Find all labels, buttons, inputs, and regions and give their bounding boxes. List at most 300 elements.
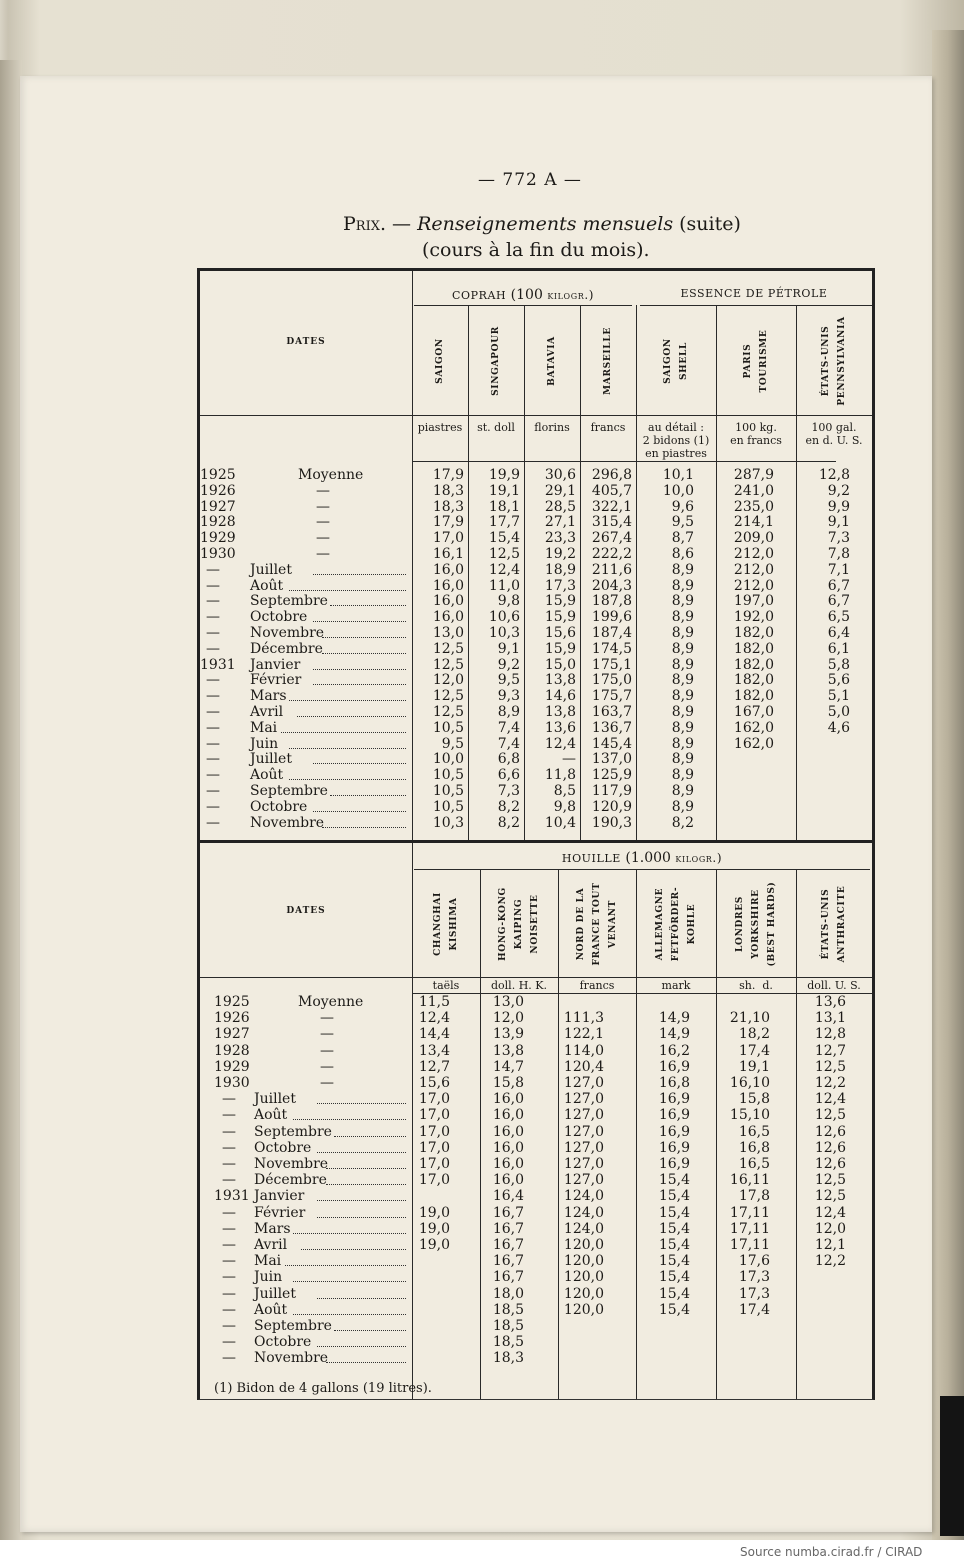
value-cell: 16,5 <box>738 1123 770 1140</box>
value-cell: 17,0 <box>418 1139 450 1156</box>
leader-dots <box>293 1269 406 1282</box>
value-cell: 16,9 <box>658 1058 690 1075</box>
row-month: — <box>316 530 330 547</box>
value-cell: 16,0 <box>432 609 464 626</box>
row-year: — <box>222 1350 236 1367</box>
table-row <box>200 1010 872 1026</box>
table-row <box>200 688 872 704</box>
value-cell: 8,2 <box>497 814 520 831</box>
value-cell: 27,1 <box>544 514 576 531</box>
unit-label: doll. H. K. <box>491 979 547 992</box>
row-year: — <box>206 593 220 610</box>
value-cell: 7,1 <box>827 561 850 578</box>
leader-dots <box>281 720 406 733</box>
value-cell: 12,2 <box>814 1075 846 1091</box>
value-cell: 19,9 <box>488 467 520 483</box>
value-cell: 16,11 <box>729 1172 770 1189</box>
value-cell: 8,9 <box>671 625 694 641</box>
unit-label: st. doll <box>477 421 515 434</box>
table-row <box>200 1172 872 1188</box>
value-cell: 11,0 <box>488 577 520 594</box>
value-cell: 17,4 <box>738 1042 770 1059</box>
value-cell: 10,5 <box>432 719 464 736</box>
value-cell: 14,9 <box>658 1010 690 1027</box>
row-month: Moyenne <box>298 467 364 483</box>
value-cell: 18,1 <box>488 498 520 515</box>
value-cell: 13,6 <box>544 719 576 736</box>
value-cell: 12,6 <box>814 1139 846 1156</box>
value-cell: 10,3 <box>488 625 520 641</box>
value-cell: 137,0 <box>591 751 632 768</box>
value-cell: 111,3 <box>563 1010 604 1027</box>
table-row <box>200 1059 872 1075</box>
value-cell: 175,0 <box>591 672 632 689</box>
houille-qty: (1.000 <box>620 850 676 866</box>
value-cell: 5,0 <box>827 704 850 720</box>
title-dash: — <box>386 213 418 235</box>
value-cell: 17,11 <box>729 1220 770 1237</box>
leader-dots <box>317 1286 406 1299</box>
value-cell: 162,0 <box>733 719 774 736</box>
houille-title: HOUILLE <box>561 852 621 865</box>
value-cell: 16,0 <box>492 1172 524 1189</box>
value-cell: 16,9 <box>658 1156 690 1172</box>
value-cell: 145,4 <box>591 735 632 752</box>
value-cell: 19,1 <box>738 1058 770 1075</box>
header-rule <box>200 415 872 416</box>
value-cell: 16,8 <box>658 1075 690 1091</box>
value-cell: 28,5 <box>544 498 576 515</box>
book-binding <box>0 60 22 1540</box>
houille-group-header <box>412 850 872 866</box>
column-header-text: ÉTATS-UNIS ANTHRACITE <box>821 885 847 963</box>
leader-dots <box>301 1237 406 1250</box>
value-cell: 127,0 <box>563 1075 604 1091</box>
leader-dots <box>317 1091 406 1104</box>
value-cell: 199,6 <box>591 609 632 626</box>
value-cell: 16,7 <box>492 1204 524 1221</box>
value-cell: 17,9 <box>432 467 464 483</box>
row-year: — <box>206 561 220 578</box>
value-cell: 16,7 <box>492 1237 524 1253</box>
leader-dots <box>293 1107 406 1120</box>
dates-header-2: DATES <box>286 906 326 916</box>
value-cell: 9,2 <box>827 482 850 499</box>
value-cell: 125,9 <box>591 767 632 784</box>
leader-dots <box>330 593 406 606</box>
value-cell: 16,9 <box>658 1107 690 1124</box>
row-year: 1925 <box>200 467 236 483</box>
row-month: Novembre <box>254 1350 329 1367</box>
table-row <box>200 1286 872 1302</box>
row-year: — <box>206 640 220 657</box>
value-cell: 296,8 <box>591 467 632 483</box>
value-cell: 14,7 <box>492 1058 524 1075</box>
value-cell: 12,8 <box>818 467 850 483</box>
table-row <box>200 736 872 752</box>
row-month: — <box>320 1058 334 1075</box>
value-cell: 9,5 <box>497 672 520 689</box>
page-number: — 772 A — <box>478 170 582 190</box>
table-row <box>200 1188 872 1204</box>
value-cell: 187,8 <box>591 593 632 610</box>
value-cell: 192,0 <box>733 609 774 626</box>
value-cell: 10,4 <box>544 814 576 831</box>
row-year: — <box>222 1269 236 1286</box>
value-cell: 15,4 <box>658 1237 690 1253</box>
value-cell: 13,0 <box>432 625 464 641</box>
row-month: Juillet <box>254 1285 296 1302</box>
value-cell: 15,0 <box>544 656 576 673</box>
row-year: — <box>222 1172 236 1189</box>
table-row <box>200 799 872 815</box>
value-cell: 16,2 <box>658 1042 690 1059</box>
value-cell: 11,8 <box>544 767 576 784</box>
row-month: Août <box>250 767 284 784</box>
row-year: — <box>222 1285 236 1302</box>
value-cell: 14,6 <box>544 688 576 705</box>
value-cell: 174,5 <box>591 640 632 657</box>
row-year: — <box>206 688 220 705</box>
value-cell: 9,5 <box>441 735 464 752</box>
value-cell: 18,5 <box>492 1318 524 1334</box>
column-header-text: SINGAPOUR <box>491 326 501 396</box>
leader-dots <box>297 704 406 717</box>
value-cell: 212,0 <box>733 561 774 578</box>
leader-dots <box>313 751 406 764</box>
leader-dots <box>317 1140 406 1153</box>
value-cell: 12,5 <box>814 1107 846 1124</box>
table-row <box>200 1269 872 1285</box>
table-row <box>200 751 872 767</box>
coprah-group-header <box>412 287 634 303</box>
value-cell: 16,9 <box>658 1091 690 1108</box>
value-cell: 17,0 <box>418 1091 450 1108</box>
row-month: Avril <box>254 1237 288 1253</box>
row-month: Juin <box>250 735 279 752</box>
row-month: — <box>316 514 330 531</box>
value-cell: 16,7 <box>492 1269 524 1286</box>
table-row <box>200 672 872 688</box>
value-cell: 15,6 <box>544 625 576 641</box>
price-table <box>197 268 875 1400</box>
value-cell: 15,10 <box>729 1107 770 1124</box>
table-row <box>200 1302 872 1318</box>
value-cell: 287,9 <box>733 467 774 483</box>
row-year: 1930 <box>200 546 236 562</box>
value-cell: 15,4 <box>658 1285 690 1302</box>
value-cell: 6,5 <box>827 609 850 626</box>
value-cell: 9,1 <box>827 514 850 531</box>
value-cell: 12,4 <box>544 735 576 752</box>
value-cell: 12,5 <box>814 1188 846 1205</box>
column-header <box>468 307 524 415</box>
column-header <box>796 871 872 977</box>
value-cell: 7,8 <box>827 546 850 562</box>
row-month: Novembre <box>254 1156 329 1172</box>
value-cell: 7,3 <box>827 530 850 547</box>
row-month: Février <box>254 1204 306 1221</box>
leader-dots <box>330 783 406 796</box>
table-row <box>200 1075 872 1091</box>
value-cell: 17,9 <box>432 514 464 531</box>
value-cell: 120,0 <box>563 1301 604 1318</box>
table-row <box>200 499 872 515</box>
value-cell: 6,7 <box>827 577 850 594</box>
row-year: — <box>206 767 220 784</box>
units-rule <box>412 461 836 462</box>
value-cell: 12,0 <box>432 672 464 689</box>
value-cell: 15,4 <box>658 1253 690 1270</box>
row-month: Août <box>254 1107 288 1124</box>
table-row <box>200 1091 872 1107</box>
value-cell: 10,5 <box>432 798 464 815</box>
value-cell: 17,3 <box>738 1285 770 1302</box>
value-cell: 18,9 <box>544 561 576 578</box>
column-header <box>558 871 636 977</box>
column-header <box>480 871 558 977</box>
column-header-text: CHANGHAI KISHIMA <box>433 892 459 956</box>
row-year: — <box>206 814 220 831</box>
value-cell: 15,4 <box>658 1220 690 1237</box>
value-cell: 197,0 <box>733 593 774 610</box>
column-header <box>716 307 796 415</box>
unit-label: 100 gal. en d. U. S. <box>805 421 863 447</box>
value-cell: 15,8 <box>738 1091 770 1108</box>
value-cell: 12,5 <box>432 704 464 720</box>
value-cell: 15,4 <box>658 1301 690 1318</box>
value-cell: 10,0 <box>662 482 694 499</box>
leader-dots <box>326 1172 406 1185</box>
table-row <box>200 578 872 594</box>
unit-label: francs <box>590 421 626 434</box>
value-cell: 8,9 <box>671 704 694 720</box>
table-row <box>200 1107 872 1123</box>
column-header-text: NORD DE LA FRANCE TOUT VENANT <box>576 882 618 966</box>
column-header-text: ÉTATS-UNIS PENNSYLVANIA <box>821 316 847 406</box>
value-cell: 12,5 <box>432 688 464 705</box>
row-month: — <box>316 546 330 562</box>
value-cell: 214,1 <box>733 514 774 531</box>
row-year: — <box>206 719 220 736</box>
value-cell: 8,9 <box>671 783 694 799</box>
value-cell: 17,0 <box>418 1123 450 1140</box>
table-row <box>200 1156 872 1172</box>
column-header <box>636 307 716 415</box>
value-cell: 17,0 <box>418 1156 450 1172</box>
leader-dots <box>326 1156 406 1169</box>
value-cell: 15,8 <box>492 1075 524 1091</box>
value-cell: 12,5 <box>814 1058 846 1075</box>
value-cell: 6,6 <box>497 767 520 784</box>
value-cell: 5,1 <box>827 688 850 705</box>
column-header-text: SAIGON <box>435 338 445 384</box>
title-prefix: Prix. <box>343 213 387 235</box>
footnote: (1) Bidon de 4 gallons (19 litres). <box>214 1381 432 1396</box>
value-cell: 21,10 <box>729 1010 770 1027</box>
row-month: Octobre <box>254 1334 312 1351</box>
leader-dots <box>334 1124 406 1137</box>
row-month: Janvier <box>254 1188 305 1205</box>
row-year: 1926 <box>214 1010 250 1027</box>
row-year: 1927 <box>200 498 236 515</box>
value-cell: 162,0 <box>733 735 774 752</box>
table-title <box>343 213 741 235</box>
value-cell: 163,7 <box>591 704 632 720</box>
leader-dots <box>322 625 406 638</box>
row-year: — <box>206 783 220 799</box>
value-cell: 12,5 <box>488 546 520 562</box>
value-cell: 9,8 <box>553 798 576 815</box>
leader-dots <box>313 799 406 812</box>
value-cell: 9,1 <box>497 640 520 657</box>
row-year: — <box>222 1334 236 1351</box>
value-cell: 120,9 <box>591 798 632 815</box>
leader-dots <box>334 1318 406 1331</box>
value-cell: 18,3 <box>492 1350 524 1367</box>
dates-header: DATES <box>286 337 326 347</box>
value-cell: 17,3 <box>544 577 576 594</box>
value-cell: 117,9 <box>591 783 632 799</box>
table-row <box>200 1221 872 1237</box>
row-year: 1929 <box>214 1058 250 1075</box>
value-cell: — <box>562 751 576 768</box>
value-cell: 204,3 <box>591 577 632 594</box>
column-header-text: SAIGON SHELL <box>663 338 689 384</box>
value-cell: 15,9 <box>544 640 576 657</box>
value-cell: 120,0 <box>563 1269 604 1286</box>
value-cell: 16,7 <box>492 1220 524 1237</box>
row-month: Moyenne <box>298 994 364 1010</box>
value-cell: 16,1 <box>432 546 464 562</box>
value-cell: 8,9 <box>671 688 694 705</box>
row-year: — <box>206 735 220 752</box>
row-month: Septembre <box>254 1318 332 1334</box>
table-row <box>200 530 872 546</box>
value-cell: 120,0 <box>563 1253 604 1270</box>
value-cell: 16,0 <box>432 577 464 594</box>
value-cell: 18,3 <box>432 498 464 515</box>
row-month: Novembre <box>250 814 325 831</box>
value-cell: 16,5 <box>738 1156 770 1172</box>
value-cell: 8,9 <box>671 767 694 784</box>
value-cell: 182,0 <box>733 656 774 673</box>
row-year: 1931 <box>214 1188 250 1205</box>
row-month: — <box>320 1010 334 1027</box>
column-header <box>716 871 796 977</box>
value-cell: 8,9 <box>671 798 694 815</box>
column-header-text: LONDRES YORKSHIRE (BEST HARDS) <box>735 881 777 967</box>
group-rule <box>640 305 872 306</box>
row-month: Août <box>254 1301 288 1318</box>
row-month: Avril <box>250 704 284 720</box>
value-cell: 315,4 <box>591 514 632 531</box>
column-header-text: BATAVIA <box>547 336 557 386</box>
row-month: Septembre <box>250 593 328 610</box>
value-cell: 6,7 <box>827 593 850 610</box>
value-cell: 182,0 <box>733 688 774 705</box>
value-cell: 124,0 <box>563 1188 604 1205</box>
value-cell: 10,3 <box>432 814 464 831</box>
value-cell: 12,0 <box>814 1220 846 1237</box>
row-month: Octobre <box>254 1139 312 1156</box>
value-cell: 190,3 <box>591 814 632 831</box>
value-cell: 10,0 <box>432 751 464 768</box>
value-cell: 30,6 <box>544 467 576 483</box>
leader-dots <box>289 578 406 591</box>
row-month: Septembre <box>254 1123 332 1140</box>
value-cell: 7,4 <box>497 719 520 736</box>
value-cell: 12,6 <box>814 1123 846 1140</box>
title-suffix: (suite) <box>673 213 741 235</box>
page-stack-edge <box>932 30 964 1540</box>
value-cell: 12,5 <box>432 656 464 673</box>
table-row <box>200 483 872 499</box>
row-month: Novembre <box>250 625 325 641</box>
row-year: 1926 <box>200 482 236 499</box>
column-header <box>796 307 872 415</box>
value-cell: 9,2 <box>497 656 520 673</box>
row-month: Février <box>250 672 302 689</box>
table-row <box>200 514 872 530</box>
value-cell: 8,5 <box>553 783 576 799</box>
value-cell: 8,9 <box>671 640 694 657</box>
value-cell: 122,1 <box>563 1026 604 1043</box>
value-cell: 16,0 <box>492 1091 524 1108</box>
row-year: — <box>206 609 220 626</box>
value-cell: 127,0 <box>563 1139 604 1156</box>
row-month: — <box>316 482 330 499</box>
leader-dots <box>289 688 406 701</box>
value-cell: 127,0 <box>563 1091 604 1108</box>
value-cell: 405,7 <box>591 482 632 499</box>
value-cell: 9,8 <box>497 593 520 610</box>
row-month: Juillet <box>250 561 292 578</box>
value-cell: 12,0 <box>492 1010 524 1027</box>
value-cell: 175,1 <box>591 656 632 673</box>
leader-dots <box>285 1253 406 1266</box>
value-cell: 13,4 <box>418 1042 450 1059</box>
value-cell: 175,7 <box>591 688 632 705</box>
value-cell: 12,4 <box>814 1091 846 1108</box>
row-year: — <box>222 1318 236 1334</box>
row-month: — <box>316 498 330 515</box>
value-cell: 19,2 <box>544 546 576 562</box>
value-cell: 127,0 <box>563 1123 604 1140</box>
value-cell: 18,3 <box>432 482 464 499</box>
value-cell: 16,7 <box>492 1253 524 1270</box>
value-cell: 222,2 <box>591 546 632 562</box>
essence-title: ESSENCE DE PÉTROLE <box>680 287 828 300</box>
leader-dots <box>313 657 406 670</box>
value-cell: 12,5 <box>814 1172 846 1189</box>
value-cell: 127,0 <box>563 1107 604 1124</box>
source-credit: Source numba.cirad.fr / CIRAD <box>740 1545 923 1559</box>
value-cell: 8,2 <box>671 814 694 831</box>
row-year: 1931 <box>200 656 236 673</box>
value-cell: 127,0 <box>563 1172 604 1189</box>
value-cell: 17,4 <box>738 1301 770 1318</box>
value-cell: 182,0 <box>733 625 774 641</box>
row-month: Mai <box>250 719 278 736</box>
value-cell: 15,9 <box>544 609 576 626</box>
value-cell: 187,4 <box>591 625 632 641</box>
value-cell: 13,9 <box>492 1026 524 1043</box>
value-cell: 19,0 <box>418 1204 450 1221</box>
value-cell: 17,7 <box>488 514 520 531</box>
table-row <box>200 593 872 609</box>
row-year: 1928 <box>200 514 236 531</box>
